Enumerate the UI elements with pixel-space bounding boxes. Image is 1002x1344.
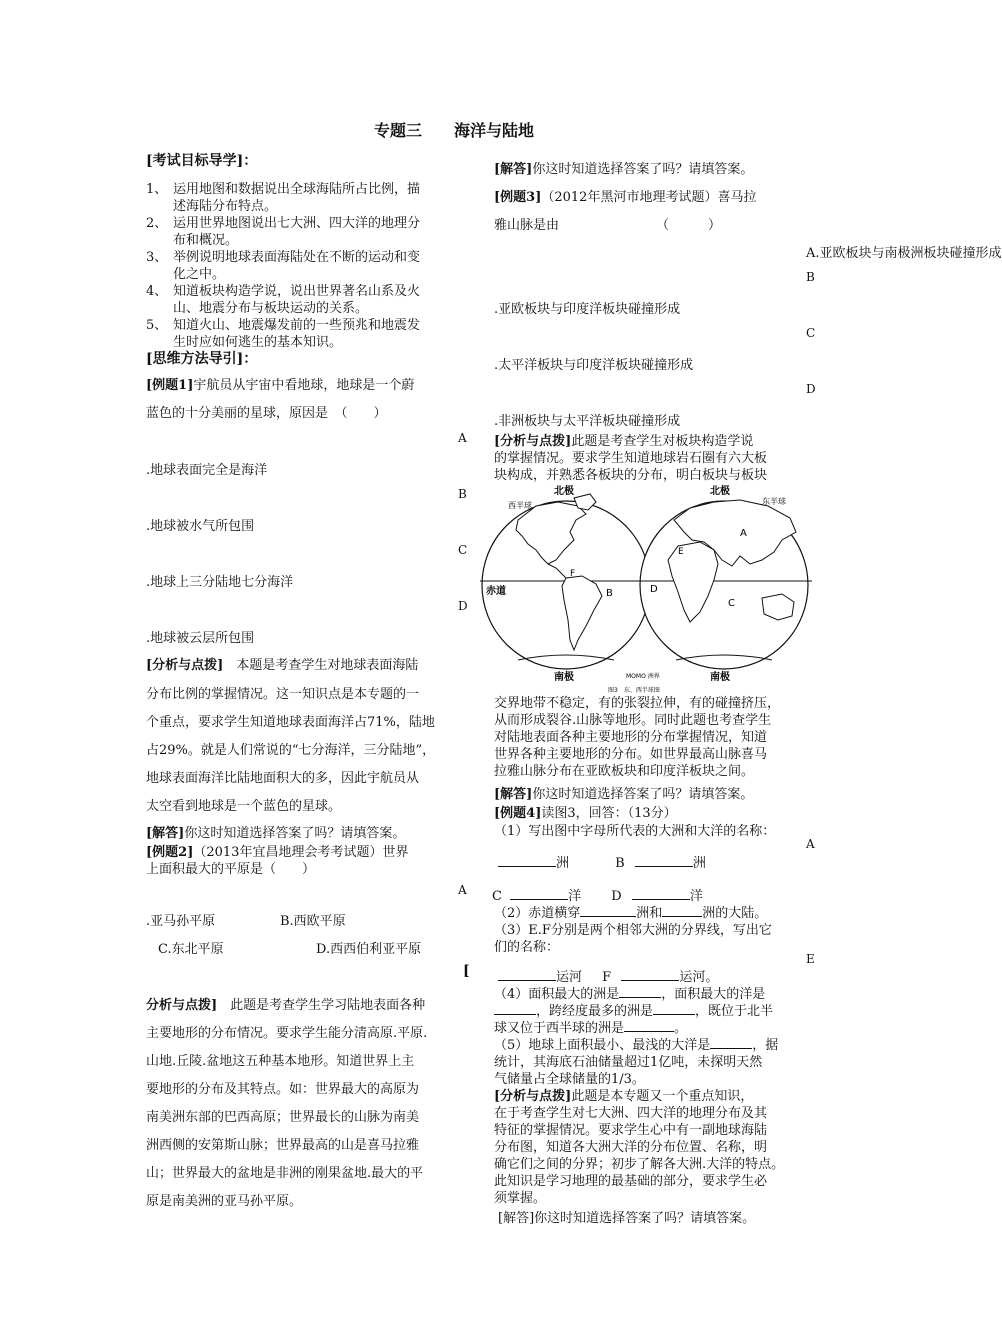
goal-num: 5、: [146, 318, 168, 333]
answer-blank[interactable]: [494, 1002, 536, 1015]
analysis-text: 山；世界最大的盆地是非洲的刚果盆地.最大的平: [146, 1166, 424, 1181]
analysis-2-line1: [146, 994, 425, 1013]
question-text: 洲和: [636, 906, 663, 921]
goal-text: 运用世界地图说出七大洲、四大洋的地理分: [173, 216, 421, 231]
answer-1: [146, 822, 405, 841]
blank-suffix: 运河: [556, 970, 583, 985]
answer-label: [解答]: [498, 1211, 535, 1226]
goal-text: 举例说明地球表面海陆处在不断的运动和变: [173, 250, 421, 265]
blank-suffix: 洋: [568, 889, 582, 904]
option-text: D.西西伯利亚平原: [316, 942, 422, 957]
question-5-line2: 统计，其海底石油储量超过1亿吨，未探明天然: [494, 1055, 763, 1070]
map-label-a: A: [740, 528, 747, 539]
analysis-text: 确它们之间的分界；初步了解各大洲.大洋的特点。: [494, 1157, 785, 1172]
analysis-text: 从而形成裂谷.山脉等地形。同时此题也考查学生: [494, 713, 772, 728]
analysis-1-line1: [146, 654, 418, 673]
method-header: [思维方法导引]：: [146, 351, 258, 367]
example-4-line1: [494, 802, 677, 821]
exam-goals-header: [考试目标导学]：: [146, 153, 258, 169]
answer-paren: （ ）: [656, 218, 722, 233]
map-label-south-pole-east: 南极: [710, 672, 730, 683]
answer-blank-d[interactable]: [632, 887, 690, 900]
analysis-text: 南美洲东部的巴西高原；世界最长的山脉为南美: [146, 1110, 420, 1125]
analysis-text: 要地形的分布及其特点。如：世界最大的高原为: [146, 1082, 420, 1097]
page-title: 专题三 海洋与陆地: [374, 121, 535, 140]
answer-blank[interactable]: [624, 1019, 674, 1032]
map-label-d: D: [650, 584, 658, 595]
analysis-text: 占29%。就是人们常说的“七分海洋，三分陆地”，: [146, 743, 436, 758]
option-letter: A: [458, 431, 467, 445]
goal-text: 知道火山、地震爆发前的一些预兆和地震发: [173, 318, 421, 333]
analysis-text: 此知识是学习地理的最基础的部分，要求学生必: [494, 1174, 768, 1189]
analysis-label: [分析与点拨]: [494, 1089, 572, 1104]
answer-blank[interactable]: [662, 904, 702, 917]
answer-blank-c[interactable]: [510, 887, 568, 900]
option-letter: A: [806, 837, 815, 851]
analysis-text: 的掌握情况。要求学生知道地球岩石圈有六大板: [494, 451, 768, 466]
example-text: （2012年黑河市地理考试题）喜马拉: [541, 190, 757, 205]
blank-suffix: 洋: [689, 889, 703, 904]
answer-blank[interactable]: [619, 985, 661, 998]
goal-num: 4、: [146, 284, 168, 299]
answer-blank-a[interactable]: [498, 854, 556, 867]
option-letter: C: [458, 543, 468, 557]
analysis-text: 此题是本专题又一个重点知识，: [571, 1089, 754, 1104]
answer-4: [498, 1207, 755, 1226]
option-text: .地球被水气所包围: [146, 519, 255, 534]
option-text: .太平洋板块与印度洋板块碰撞形成: [494, 358, 694, 373]
analysis-text: 特征的掌握情况。要求学生心中有一副地球海陆: [494, 1123, 768, 1138]
answer-text: 你这时知道选择答案了吗？请填答案。: [532, 787, 754, 802]
option-text: A.亚欧板块与南极洲板块碰撞形成: [806, 246, 1002, 261]
analysis-text: 须掌握。: [494, 1191, 547, 1206]
option-letter: D: [806, 382, 816, 396]
question-text: （4）面积最大的洲是: [494, 987, 620, 1002]
answer-text: 你这时知道选择答案了吗？请填答案。: [184, 826, 406, 841]
analysis-text: 此题是考查学生对板块构造学说: [571, 434, 754, 449]
analysis-text: 洲西侧的安第斯山脉；世界最高的山是喜马拉雅: [146, 1138, 420, 1153]
blank-suffix: 洲: [692, 856, 706, 871]
map-credit: MOMO 洲界: [626, 673, 660, 680]
answer-top: [494, 158, 753, 177]
bracket-mark: [: [463, 963, 470, 979]
analysis-text: 本题是考查学生对地球表面海陆: [223, 658, 419, 673]
example-label: [例题1]: [146, 378, 194, 393]
answer-blank-b[interactable]: [635, 854, 693, 867]
map-label-f: F: [570, 569, 576, 579]
hemispheres-map: [478, 480, 814, 695]
question-text: 洲的大陆。: [702, 906, 768, 921]
answer-blank-f[interactable]: [621, 968, 679, 981]
blank-prefix: D: [611, 889, 622, 904]
answer-blank[interactable]: [653, 1002, 695, 1015]
analysis-text: 世界各种主要地形的分布。如世界最高山脉喜马: [494, 747, 768, 762]
answer-text: 你这时知道选择答案了吗？请填答案。: [534, 1211, 756, 1226]
question-5-line3: 气储量占全球储量的1/3。: [494, 1072, 645, 1087]
question-text: ，据: [752, 1038, 779, 1053]
example-text: （2013年宜昌地理会考考试题）世界: [193, 845, 409, 860]
map-label-b: B: [606, 588, 613, 599]
analysis-text: 拉雅山脉分布在亚欧板块和印度洋板块之间。: [494, 764, 755, 779]
map-label-north-pole-west: 北极: [554, 486, 574, 497]
option-text: .地球表面完全是海洋: [146, 463, 268, 478]
example-text: 宇航员从宇宙中看地球，地球是一个蔚: [193, 378, 415, 393]
goal-text: 述海陆分布特点。: [173, 199, 278, 214]
goal-text: 知道板块构造学说，说出世界著名山系及火: [173, 284, 421, 299]
map-label-west-hemisphere: 西半球: [508, 501, 532, 510]
option-letter: B: [458, 487, 467, 501]
option-letter: E: [806, 952, 815, 966]
goal-text: 化之中。: [173, 267, 226, 282]
question-text: （2）赤道横穿: [494, 906, 581, 921]
example-2-line2: 上面积最大的平原是（ ）: [146, 862, 316, 877]
answer-blank[interactable]: [580, 904, 636, 917]
goal-num: 3、: [146, 250, 168, 265]
analysis-text: 主要地形的分布情况。要求学生能分清高原.平原.: [146, 1026, 428, 1041]
question-text: 球又位于西半球的洲是: [494, 1021, 625, 1036]
goal-text: 生时应如何逃生的基本知识。: [173, 335, 343, 350]
question-3-line1: （3）E.F分别是两个相邻大洲的分界线，写出它: [494, 923, 772, 938]
map-label-east-hemisphere: 东半球: [762, 497, 786, 506]
answer-label: [解答]: [494, 162, 533, 177]
answer-3: [494, 783, 753, 802]
example-3-line1: [494, 186, 756, 205]
analysis-text: 山地.丘陵.盆地这五种基本地形。知道世界上主: [146, 1054, 415, 1069]
goal-num: 2、: [146, 216, 168, 231]
analysis-text: 在于考查学生对七大洲、四大洋的地理分布及其: [494, 1106, 768, 1121]
analysis-text: 此题是考查学生学习陆地表面各种: [217, 998, 426, 1013]
answer-text: 你这时知道选择答案了吗？请填答案。: [532, 162, 754, 177]
option-text: B.西欧平原: [280, 914, 346, 929]
example-label: [例题3]: [494, 190, 542, 205]
map-label-c: C: [728, 598, 735, 609]
example-1-line1: [146, 374, 414, 393]
question-1: （1）写出图中字母所代表的大洲和大洋的名称：: [494, 824, 776, 839]
blank-prefix: F: [602, 970, 612, 985]
analysis-text: 太空看到地球是一个蓝色的星球。: [146, 799, 342, 814]
option-letter: D: [458, 599, 468, 613]
analysis-text: 分布比例的掌握情况。这一知识点是本专题的一: [146, 687, 420, 702]
analysis-label: [分析与点拨]: [146, 658, 224, 673]
map-label-north-pole-east: 北极: [710, 486, 730, 497]
question-1-row1: [498, 852, 706, 871]
question-text: ，面积最大的洋是: [661, 987, 766, 1002]
option-text: .亚马孙平原: [146, 914, 216, 929]
example-label: [例题4]: [494, 806, 542, 821]
answer-blank[interactable]: [710, 1036, 752, 1049]
option-text: C.东北平原: [158, 942, 224, 957]
analysis-text: 对陆地表面各种主要地形的分布掌握情况，知道: [494, 730, 768, 745]
analysis-text: 交界地带不稳定，有的张裂拉伸，有的碰撞挤压，: [494, 696, 781, 711]
example-text: 读图3，回答：（13分）: [541, 806, 677, 821]
answer-label: [解答]: [146, 826, 185, 841]
example-label: [例题2]: [146, 845, 194, 860]
analysis-text: 块构成，并熟悉各板块的分布，明白板块与板块: [494, 468, 768, 483]
question-3-line2: 们的名称：: [494, 940, 560, 955]
analysis-text: 地球表面海洋比陆地面积大的多，因此宇航员从: [146, 771, 420, 786]
blank-prefix: B: [615, 856, 625, 871]
analysis-text: 个重点，要求学生知道地球表面海洋占71%，陆地: [146, 715, 435, 730]
example-1-line2: 蓝色的十分美丽的星球，原因是 （ ）: [146, 406, 387, 421]
blank-suffix: 洲: [556, 856, 570, 871]
option-text: .地球上三分陆地七分海洋: [146, 575, 294, 590]
map-label-e: E: [678, 547, 684, 557]
question-text: 。: [674, 1021, 688, 1036]
question-text: ，跨经度最多的洲是: [536, 1004, 654, 1019]
option-text: .非洲板块与太平洋板块碰撞形成: [494, 414, 681, 429]
map-label-equator: 赤道: [486, 586, 506, 597]
option-letter: C: [806, 326, 816, 340]
answer-blank-e[interactable]: [498, 968, 556, 981]
map-caption: 图3 东、西半球图: [608, 687, 660, 694]
question-text: ，既位于北半: [695, 1004, 774, 1019]
goal-text: 运用地图和数据说出全球海陆所占比例，描: [173, 182, 421, 197]
analysis-text: 原是南美洲的亚马孙平原。: [146, 1194, 303, 1209]
analysis-text: 分布图，知道各大洲大洋的分布位置、名称，明: [494, 1140, 768, 1155]
blank-prefix: C: [492, 889, 502, 904]
map-label-south-pole-west: 南极: [554, 672, 574, 683]
option-text: .亚欧板块与印度洋板块碰撞形成: [494, 302, 681, 317]
blank-suffix: 运河。: [679, 970, 719, 985]
example-3-line2: 雅山脉是由: [494, 218, 560, 233]
analysis-label: 分析与点拨]: [146, 998, 218, 1013]
goal-text: 布和概况。: [173, 233, 239, 248]
question-text: （5）地球上面积最小、最浅的大洋是: [494, 1038, 711, 1053]
goal-num: 1、: [146, 182, 168, 197]
option-letter: A: [458, 883, 467, 897]
answer-label: [解答]: [494, 787, 533, 802]
analysis-label: [分析与点拨]: [494, 434, 572, 449]
option-text: .地球被云层所包围: [146, 631, 255, 646]
option-letter: B: [806, 270, 815, 284]
goal-text: 山、地震分布与板块运动的关系。: [173, 301, 369, 316]
